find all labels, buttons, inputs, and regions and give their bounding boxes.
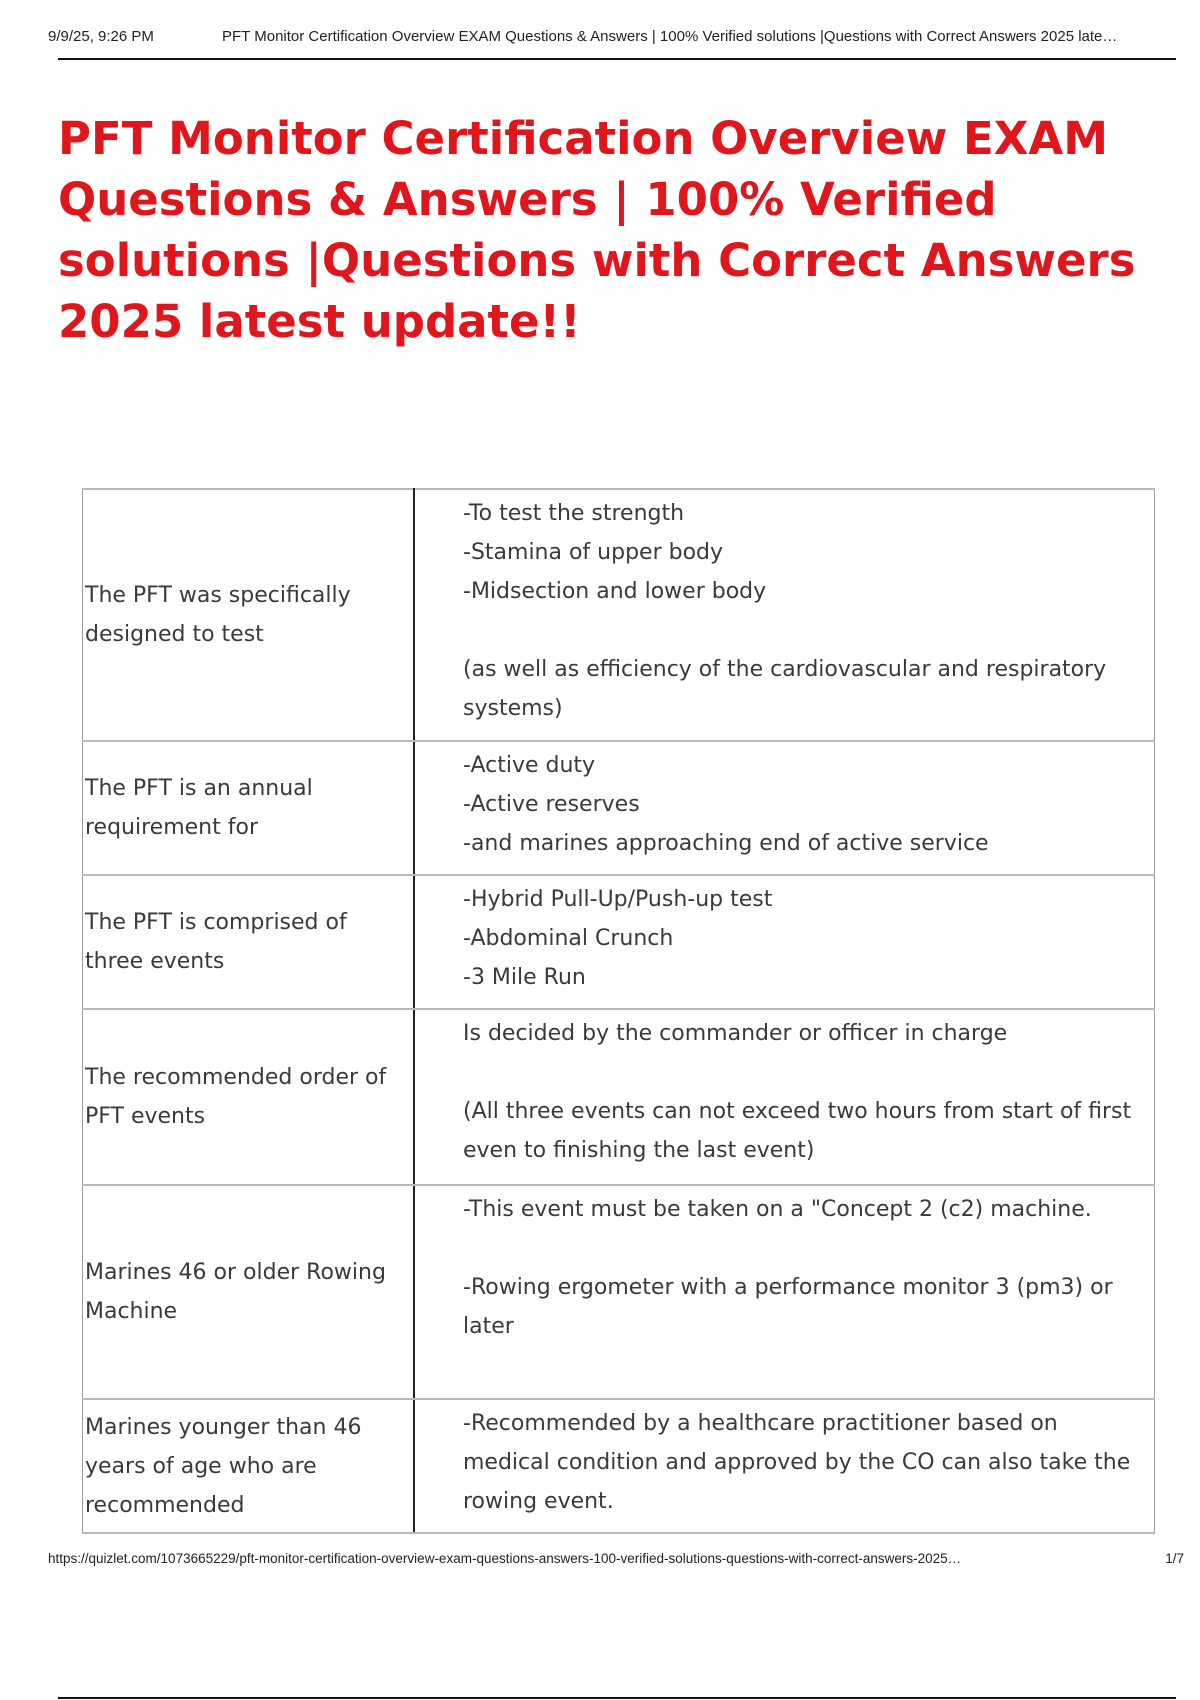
- definition-line: -Rowing ergometer with a performance monitor 3 (pm3) or later: [463, 1275, 1113, 1339]
- definition-line: Is decided by the commander or officer in charge: [463, 1021, 1008, 1046]
- definition-line: -3 Mile Run: [463, 965, 586, 990]
- definition-line: -This event must be taken on a "Concept 2 (c2) machine.: [463, 1197, 1092, 1222]
- definition-line: -Active reserves: [463, 792, 640, 817]
- term-cell: The PFT is comprised of three events: [83, 875, 415, 1009]
- page-number: 1/7: [1165, 1551, 1184, 1566]
- table-row: [83, 875, 1155, 1009]
- print-footer: [48, 1551, 1184, 1571]
- table-row: [83, 1009, 1155, 1185]
- blank-line: [463, 611, 1134, 650]
- header-divider: [58, 58, 1176, 60]
- definition-line: (as well as efficiency of the cardiovascular and respiratory systems): [463, 657, 1107, 721]
- print-datetime: 9/9/25, 9:26 PM: [48, 28, 154, 45]
- definition-line: -To test the strength: [463, 501, 685, 526]
- definition-cell: [414, 741, 1155, 875]
- term-cell: Marines 46 or older Rowing Machine: [83, 1185, 415, 1399]
- term-cell: The PFT was specifically designed to test: [83, 489, 415, 741]
- definition-line: -Midsection and lower body: [463, 579, 767, 604]
- definition-line: -and marines approaching end of active service: [463, 831, 989, 856]
- page-title: PFT Monitor Certification Overview EXAM Questions & Answers | 100% Verified solutions |Questions with Correct Answers 2025 latest update!!: [58, 112, 1136, 348]
- term-cell: Marines younger than 46 years of age who are recommended: [83, 1399, 415, 1533]
- definition-cell: [414, 875, 1155, 1009]
- print-doc-title: PFT Monitor Certification Overview EXAM Questions & Answers | 100% Verified solutions |Questions with Correct Answers 2025 late…: [222, 28, 1118, 45]
- definition-cell: [414, 1009, 1155, 1185]
- definition-cell: [414, 1399, 1155, 1533]
- table-row: [83, 489, 1155, 741]
- flashcard-table: [82, 488, 1155, 1534]
- page-bottom-divider: [58, 1697, 1176, 1699]
- definition-cell: [414, 489, 1155, 741]
- definition-line: (All three events can not exceed two hours from start of first even to finishing the last event): [463, 1099, 1132, 1163]
- definition-line: -Active duty: [463, 753, 596, 778]
- table-row: [83, 741, 1155, 875]
- blank-line: [463, 1229, 1134, 1268]
- definition-line: -Hybrid Pull-Up/Push-up test: [463, 887, 773, 912]
- print-header: [48, 28, 1176, 50]
- definition-cell: [414, 1185, 1155, 1399]
- source-url: https://quizlet.com/1073665229/pft-monitor-certification-overview-exam-questions-answers-100-verified-solutions-questions-with-correct-answers-2025…: [48, 1551, 962, 1566]
- definition-line: -Recommended by a healthcare practitioner based on medical condition and approved by the CO can also take the rowing event.: [463, 1411, 1131, 1514]
- definition-line: -Stamina of upper body: [463, 540, 724, 565]
- table-row: [83, 1399, 1155, 1533]
- definition-line: -Abdominal Crunch: [463, 926, 674, 951]
- table-row: [83, 1185, 1155, 1399]
- term-cell: The PFT is an annual requirement for: [83, 741, 415, 875]
- term-cell: The recommended order of PFT events: [83, 1009, 415, 1185]
- blank-line: [463, 1053, 1134, 1092]
